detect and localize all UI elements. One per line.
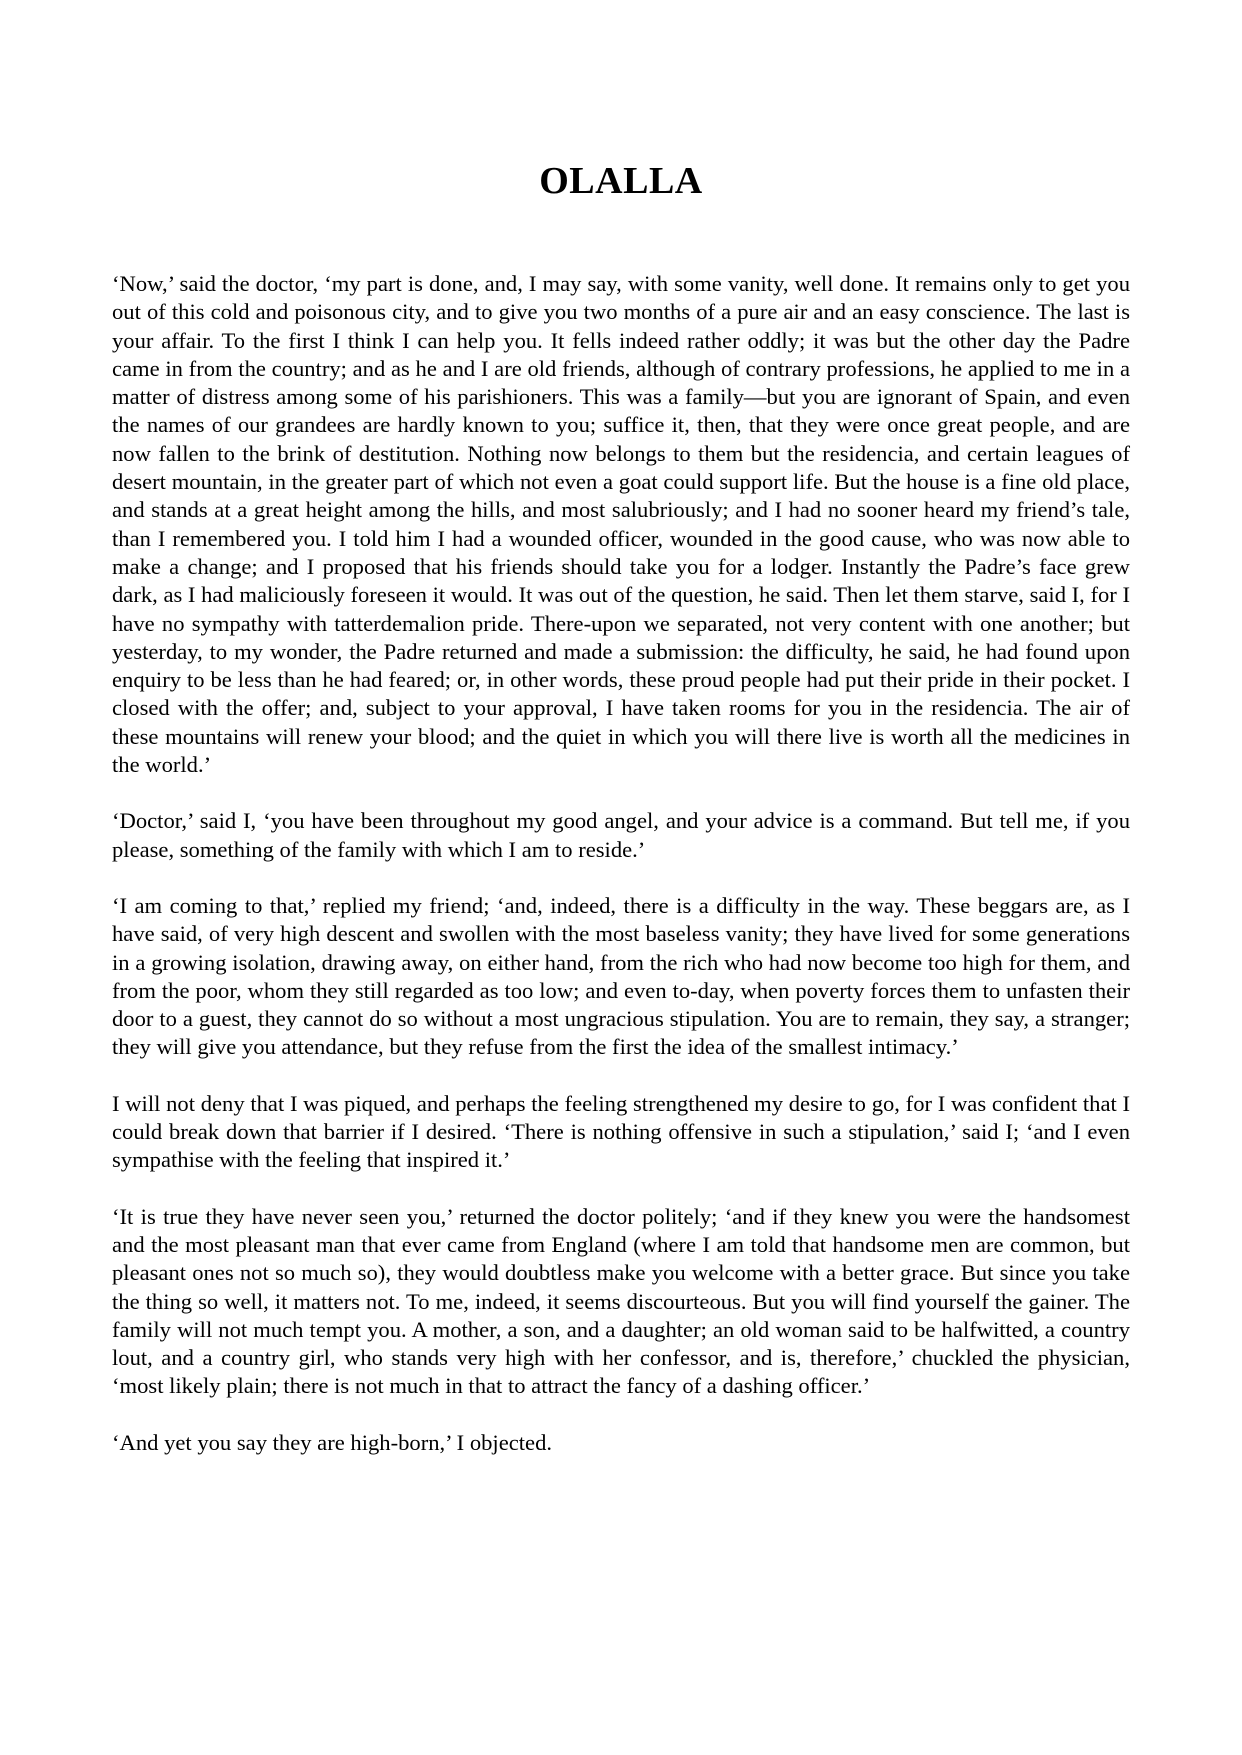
paragraph-4: I will not deny that I was piqued, and perhaps the feeling strengthened my desire to go, for I was confident that I could break down that barrier if I desired. ‘There is nothing offensive in such a stipulation,’ said I; ‘and I even sympathise with the feeling that inspired it.’ xyxy=(112,1090,1130,1173)
body-text xyxy=(112,270,1130,1457)
paragraph-5: ‘It is true they have never seen you,’ returned the doctor politely; ‘and if they knew you were the handsomest and the most pleasant man that ever came from England (where I am told that handsome men are common, but pleasant ones not so much so), they would doubtless make you welcome with a better grace. But since you take the thing so well, it matters not. To me, indeed, it seems discourteous. But you will find yourself the gainer. The family will not much tempt you. A mother, a son, and a daughter; an old woman said to be halfwitted, a country lout, and a country girl, who stands very high with her confessor, and is, therefore,’ chuckled the physician, ‘most likely plain; there is not much in that to attract the fancy of a dashing officer.’ xyxy=(112,1203,1130,1399)
paragraph-1: ‘Now,’ said the doctor, ‘my part is done, and, I may say, with some vanity, well done. It remains only to get you out of this cold and poisonous city, and to give you two months of a pure air and an easy conscience. The last is your affair. To the first I think I can help you. It fells indeed rather oddly; it was but the other day the Padre came in from the country; and as he and I are old friends, although of contrary professions, he applied to me in a matter of distress among some of his parishioners. This was a family—but you are ignorant of Spain, and even the names of our grandees are hardly known to you; suffice it, then, that they were once great people, and are now fallen to the brink of destitution. Nothing now belongs to them but the residencia, and certain leagues of desert mountain, in the greater part of which not even a goat could support life. But the house is a fine old place, and stands at a great height among the hills, and most salubriously; and I had no sooner heard my friend’s tale, than I remembered you. I told him I had a wounded officer, wounded in the good cause, who was now able to make a change; and I proposed that his friends should take you for a lodger. Instantly the Padre’s face grew dark, as I had maliciously foreseen it would. It was out of the question, he said. Then let them starve, said I, for I have no sympathy with tatterdemalion pride. There-upon we separated, not very content with one another; but yesterday, to my wonder, the Padre returned and made a submission: the difficulty, he said, he had found upon enquiry to be less than he had feared; or, in other words, these proud people had put their pride in their pocket. I closed with the offer; and, subject to your approval, I have taken rooms for you in the residencia. The air of these mountains will renew your blood; and the quiet in which you will there live is worth all the medicines in the world.’ xyxy=(112,271,1130,778)
page-title: OLALLA xyxy=(539,160,703,202)
paragraph-6: ‘And yet you say they are high-born,’ I objected. xyxy=(112,1429,553,1455)
paragraph-3: ‘I am coming to that,’ replied my friend; ‘and, indeed, there is a difficulty in the way. These beggars are, as I have said, of very high descent and swollen with the most baseless vanity; they have lived for some generations in a growing isolation, drawing away, on either hand, from the rich who had now become too high for them, and from the poor, whom they still regarded as too low; and even to-day, when poverty forces them to unfasten their door to a guest, they cannot do so without a most ungracious stipulation. You are to remain, they say, a stranger; they will give you attendance, but they refuse from the first the idea of the smallest intimacy.’ xyxy=(112,892,1130,1060)
document-page xyxy=(112,0,1130,1485)
paragraph-2: ‘Doctor,’ said I, ‘you have been throughout my good angel, and your advice is a command. But tell me, if you please, something of the family with which I am to reside.’ xyxy=(112,808,1130,862)
